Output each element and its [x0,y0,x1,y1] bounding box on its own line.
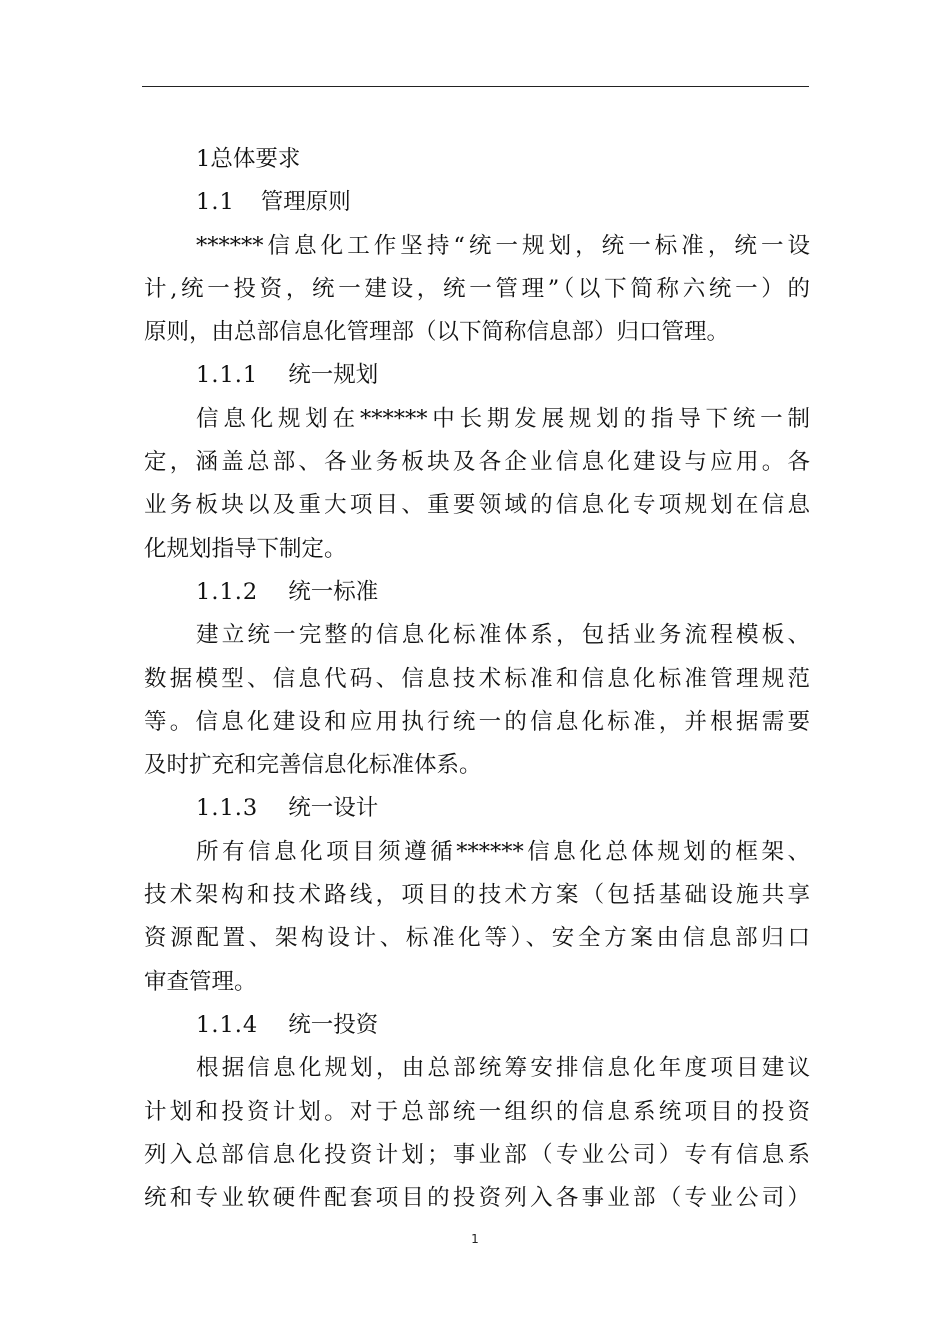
paragraph-line: 及时扩充和完善信息化标准体系。 [144,752,482,779]
paragraph-line: 业务板块以及重大项目、重要领域的信息化专项规划在信息 [144,492,810,519]
heading-number: 1.1.1 [196,362,259,389]
heading-number: 1.1 [196,189,235,216]
paragraph-line: 建立统一完整的信息化标准体系，包括业务流程模板、 [196,622,810,649]
page-number: 1 [471,1232,479,1246]
heading-1-1 [144,181,810,224]
heading-title: 统一标准 [288,578,379,605]
heading-number: 1.1.2 [196,578,259,605]
paragraph-line: 根据信息化规划，由总部统筹安排信息化年度项目建议 [196,1055,810,1082]
heading-number: 1.1.4 [196,1011,259,1038]
heading-title: 管理原则 [260,189,351,216]
paragraph-line: 列入总部信息化投资计划；事业部（专业公司）专有信息系 [144,1141,810,1168]
heading-1-1-3 [144,787,810,830]
paragraph-line: 技术架构和技术路线，项目的技术方案（包括基础设施共享 [144,882,810,909]
paragraph-line: ******信息化工作坚持“统一规划，统一标准，统一设 [196,232,810,259]
heading-1-1-4 [144,1004,810,1047]
paragraph-line: 计,统一投资，统一建设，统一管理”（以下简称六统一）的 [144,275,810,302]
document-body [144,138,810,1220]
paragraph-line: 原则，由总部信息化管理部（以下简称信息部）归口管理。 [144,319,730,346]
paragraph-line: 等。信息化建设和应用执行统一的信息化标准，并根据需要 [144,708,810,735]
paragraph-line: 资源配置、架构设计、标准化等）、安全方案由信息部归口 [144,925,810,952]
paragraph-line: 审查管理。 [144,968,257,995]
heading-number: 1.1.3 [196,795,259,822]
paragraph-line: 统和专业软硬件配套项目的投资列入各事业部（专业公司） [144,1185,810,1212]
heading-title: 统一设计 [288,795,379,822]
heading-title: 统一规划 [288,362,379,389]
heading-1-1-2 [144,571,810,614]
paragraph-line: 所有信息化项目须遵循******信息化总体规划的框架、 [196,838,810,865]
paragraph-line: 化规划指导下制定。 [144,535,347,562]
heading-1-1-1 [144,354,810,397]
paragraph-line: 信息化规划在******中长期发展规划的指导下统一制 [196,405,810,432]
header-rule [142,86,809,87]
heading-title: 统一投资 [288,1011,379,1038]
paragraph-line: 定，涵盖总部、各业务板块及各企业信息化建设与应用。各 [144,449,810,476]
paragraph-line: 计划和投资计划。对于总部统一组织的信息系统项目的投资 [144,1098,810,1125]
paragraph-line: 数据模型、信息代码、信息技术标准和信息化标准管理规范 [144,665,810,692]
heading-1: 1总体要求 [196,146,301,172]
